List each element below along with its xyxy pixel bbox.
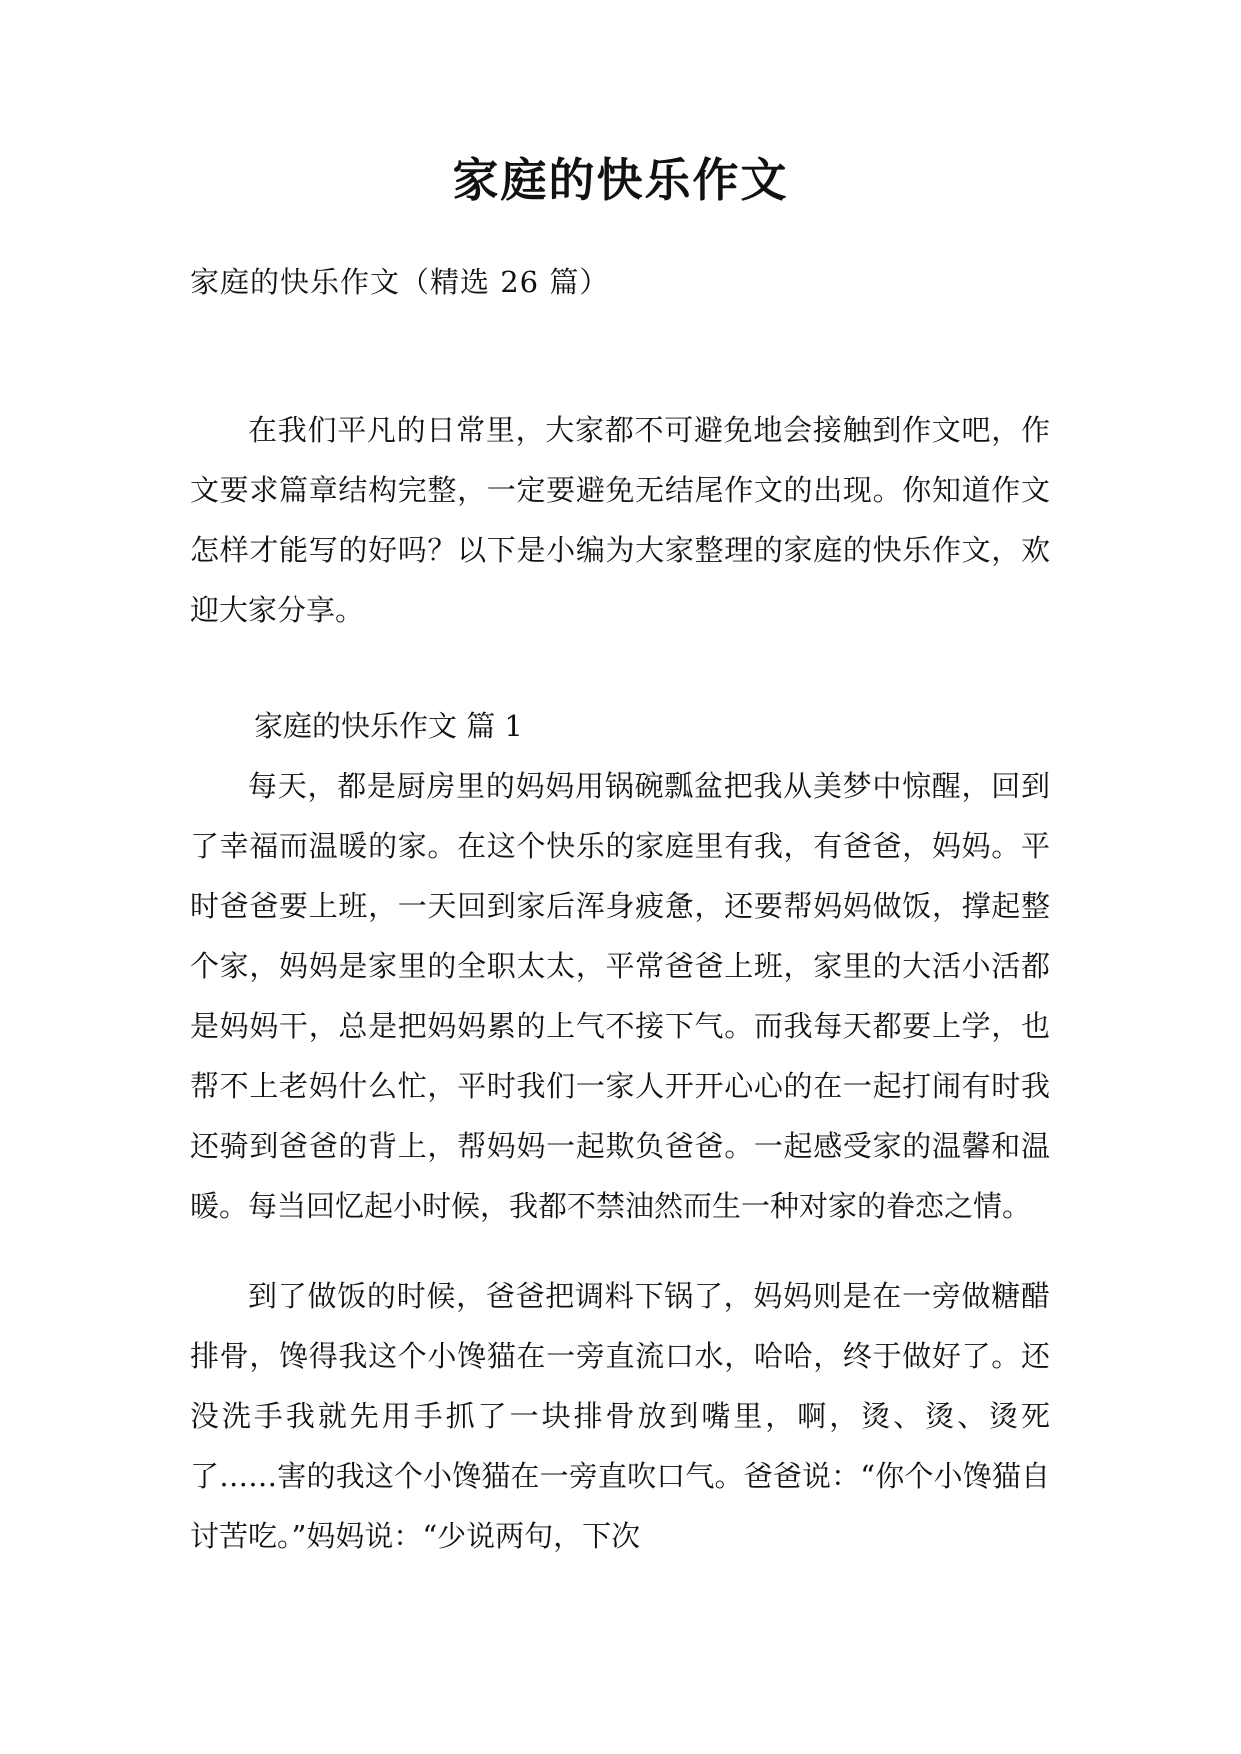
document-subtitle: 家庭的快乐作文（精选 26 篇） — [190, 265, 610, 299]
body-paragraph: 到了做饭的时候，爸爸把调料下锅了，妈妈则是在一旁做糖醋排骨，馋得我这个小馋猫在一旁直流口水，哈哈，终于做好了。还没洗手我就先用手抓了一块排骨放到嘴里，啊，烫、烫、烫死了……害的我这个小馋猫在一旁直吹口气。爸爸说：“你个小馋猫自讨苦吃。”妈妈说：“少说两句，下次 — [190, 1279, 1050, 1553]
intro-paragraph: 在我们平凡的日常里，大家都不可避免地会接触到作文吧，作文要求篇章结构完整，一定要避免无结尾作文的出现。你知道作文怎样才能写的好吗？以下是小编为大家整理的家庭的快乐作文，欢迎大家分享。 — [190, 413, 1050, 627]
document-title: 家庭的快乐作文 — [452, 153, 789, 207]
section-heading: 家庭的快乐作文 篇 1 — [254, 709, 523, 743]
body-paragraph: 每天，都是厨房里的妈妈用锅碗瓢盆把我从美梦中惊醒，回到了幸福而温暖的家。在这个快乐的家庭里有我，有爸爸，妈妈。平时爸爸要上班，一天回到家后浑身疲惫，还要帮妈妈做饭，撑起整个家，妈妈是家里的全职太太，平常爸爸上班，家里的大活小活都是妈妈干，总是把妈妈累的上气不接下气。而我每天都要上学，也帮不上老妈什么忙，平时我们一家人开开心心的在一起打闹有时我还骑到爸爸的背上，帮妈妈一起欺负爸爸。一起感受家的温馨和温暖。每当回忆起小时候，我都不禁油然而生一种对家的眷恋之情。 — [190, 769, 1050, 1223]
